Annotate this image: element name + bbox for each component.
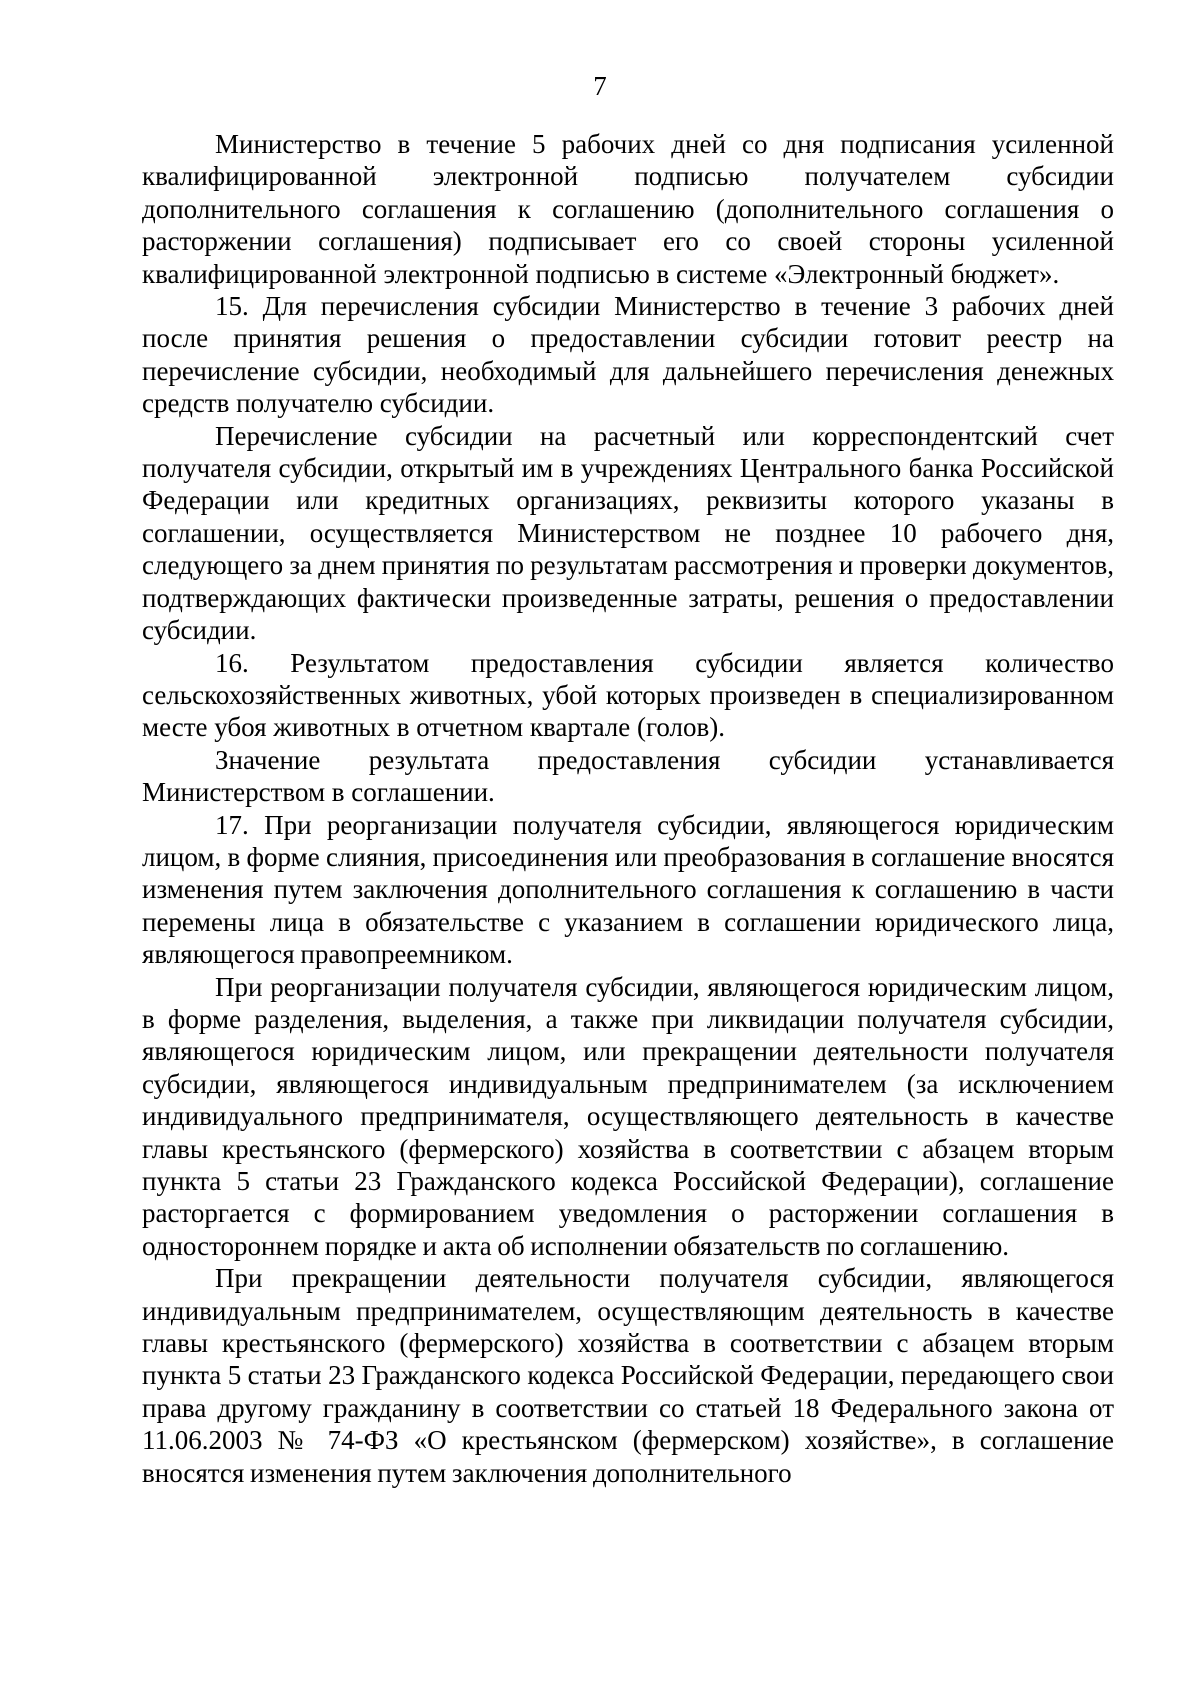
paragraph-ministry-signing: Министерство в течение 5 рабочих дней со дня подписания усиленной квалифицированной электронной подписью получателем субсидии дополнительного соглашения к соглашению (дополнительного соглашения о расторжении соглашения) подписывает его со своей стороны усиленной квалифицированной электронной подписью в системе «Электронный бюджет». <box>142 129 1114 289</box>
document-body <box>142 128 1114 1489</box>
paragraph-result-value: Значение результата предоставления субсидии устанавливается Министерством в соглашении. <box>142 744 1114 808</box>
paragraph-farm-head-termination: При прекращении деятельности получателя субсидии, являющегося индивидуальным предпринимателем, осуществляющим деятельность в качестве главы крестьянского (фермерского) хозяйства в соответствии с абзацем вторым пункта 5 статьи 23 Гражданского кодекса Российской Федерации, передающего свои права другому гражданину в соответствии со статьей 18 Федерального закона от 11.06.2003 № 74-ФЗ «О крестьянском (фермерском) хозяйстве», в соглашение вносятся изменения путем заключения дополнительного <box>142 1263 1114 1488</box>
paragraph-reorganization-termination: При реорганизации получателя субсидии, являющегося юридическим лицом, в форме разделения, выделения, а также при ликвидации получателя субсидии, являющегося юридическим лицом, или прекращении деятельности получателя субсидии, являющегося индивидуальным предпринимателем (за исключением индивидуального предпринимателя, осуществляющего деятельность в качестве главы крестьянского (фермерского) хозяйства в соответствии с абзацем вторым пункта 5 статьи 23 Гражданского кодекса Российской Федерации), соглашение расторгается с формированием уведомления о расторжении соглашения в одностороннем порядке и акта об исполнении обязательств по соглашению. <box>142 971 1114 1261</box>
paragraph-item-16: 16. Результатом предоставления субсидии является количество сельскохозяйственных животных, убой которых произведен в специализированном месте убоя животных в отчетном квартале (голов). <box>142 647 1114 743</box>
paragraph-item-17: 17. При реорганизации получателя субсидии, являющегося юридическим лицом, в форме слияния, присоединения или преобразования в соглашение вносятся изменения путем заключения дополнительного соглашения к соглашению в части перемены лица в обязательстве с указанием в соглашении юридического лица, являющегося правопреемником. <box>142 809 1114 970</box>
paragraph-item-15: 15. Для перечисления субсидии Министерство в течение 3 рабочих дней после принятия решения о предоставлении субсидии готовит реестр на перечисление субсидии, необходимый для дальнейшего перечисления денежных средств получателю субсидии. <box>142 291 1114 419</box>
paragraph-subsidy-transfer: Перечисление субсидии на расчетный или корреспондентский счет получателя субсидии, открытый им в учреждениях Центрального банка Российской Федерации или кредитных организациях, реквизиты которого указаны в соглашении, осуществляется Министерством не позднее 10 рабочего дня, следующего за днем принятия по результатам рассмотрения и проверки документов, подтверждающих фактически произведенные затраты, решения о предоставлении субсидии. <box>142 420 1114 646</box>
page-number: 7 <box>593 71 607 101</box>
